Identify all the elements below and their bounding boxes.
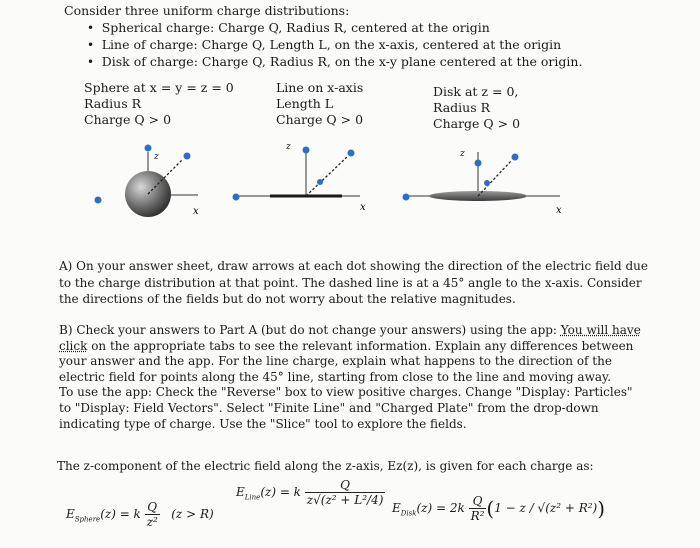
disk-radius: Radius R <box>433 100 491 115</box>
formula-num: Q <box>305 478 386 493</box>
sphere-formula <box>66 500 214 529</box>
formula-fraction <box>469 494 487 523</box>
formula-condition: (z > R) <box>171 507 214 521</box>
part-a-line: A) On your answer sheet, draw arrows at each dot showing the direction of the electric field due <box>59 259 648 273</box>
part-b-line-rest: on the appropriate tabs to see the relevant information. Explain any differences between <box>87 338 634 353</box>
disk-dot-z <box>475 160 482 167</box>
part-b-line: to "Display: Field Vectors". Select "Finite Line" and "Charged Plate" from the drop-down <box>59 400 599 415</box>
line-dot-diagonal <box>348 150 355 157</box>
formula-sub: Disk <box>400 509 417 518</box>
line-x-label: x <box>360 202 366 213</box>
part-b-line <box>59 339 641 355</box>
sphere-dot-z <box>145 145 152 152</box>
disk-dot-x <box>403 194 410 201</box>
disk-x-label: x <box>556 205 562 216</box>
part-b-intro: B) Check your answers to Part A (but do not change your answers) using the app: <box>59 323 561 337</box>
formula-e: E <box>66 507 75 521</box>
sphere-x-label: x <box>193 206 199 217</box>
bullet-text: Disk of charge: Charge Q, Radius R, on the x-y plane centered at the origin. <box>101 54 583 69</box>
disk-dot-diagonal <box>512 154 519 161</box>
disk-dot-near <box>484 180 490 186</box>
formula-sub: Sphere <box>74 515 101 524</box>
sphere-position: Sphere at x = y = z = 0 <box>84 80 234 95</box>
formula-e: E <box>236 485 245 499</box>
sphere-dot-diagonal <box>184 153 191 160</box>
formula-den-radicand: z² + L²/4 <box>325 493 379 507</box>
sphere-radius: Radius R <box>84 96 142 111</box>
disk-formula: $E_{Disk}(z) = 2k$ $\frac{Q}{\text{R²}}$ (1 − z / √(z² + R²)) <box>392 494 606 523</box>
z-component-text <box>57 459 594 473</box>
part-b-line: indicating type of charge. Use the "Slice" tool to explore the fields. <box>59 416 467 431</box>
sphere-z-label: z <box>154 152 159 162</box>
line-dot-near <box>317 179 323 185</box>
part-a-line: to the charge distribution at that point. The dashed line is at a 45° angle to the x-axis. Consider <box>59 275 642 290</box>
formula-arg: (z) = k <box>100 507 141 521</box>
line-figure <box>233 142 367 213</box>
disk-position: Disk at z = 0, <box>433 84 519 99</box>
formula-num: Q <box>145 500 160 515</box>
formula-den-pre: z <box>306 493 314 507</box>
line-dot-z <box>303 147 310 154</box>
part-b-text <box>59 323 641 432</box>
formula-paren: 1 − z / √(z² + R²) <box>494 501 598 515</box>
formula-arg: (z) = 2k <box>416 501 465 515</box>
bullet-text: Spherical charge: Charge Q, Radius R, centered at the origin <box>101 20 490 35</box>
line-position: Line on x-axis <box>276 80 364 95</box>
formula-den: z² <box>146 515 158 529</box>
formula-arg: (z) = k <box>260 485 301 499</box>
bullet-icon: • <box>87 21 102 35</box>
formula-sub: Line <box>244 493 261 502</box>
bullet-text: Line of charge: Charge Q, Length L, on the x-axis, centered at the origin <box>101 37 562 52</box>
formula-fraction <box>145 500 160 529</box>
part-b-line: electric field for points along the 45° line, starting from close to the line and moving away. <box>59 369 612 384</box>
bullet-icon: • <box>87 55 102 69</box>
part-b-line: your answer and the app. For the line charge, explain what happens to the direction of the <box>59 354 612 369</box>
part-b-line: To use the app: Check the "Reverse" box to view positive charges. Change "Display: Particles" <box>59 385 633 400</box>
app-link-click[interactable]: click <box>59 338 88 353</box>
sphere-figure <box>95 145 200 218</box>
line-z-label: z <box>286 142 291 152</box>
formula-den: z√(z² + L²/4) <box>306 493 384 507</box>
intro-value: Consider three uniform charge distributions: <box>64 3 350 18</box>
disk-45-line <box>478 160 512 196</box>
disk-z-label: z <box>460 149 465 159</box>
disk-figure <box>403 149 563 216</box>
formula-den: R² <box>470 509 485 523</box>
formula-num: Q <box>469 494 487 509</box>
line-charge: Charge Q > 0 <box>276 112 364 127</box>
formula-fraction <box>305 478 386 507</box>
app-link[interactable]: You will have <box>560 323 641 337</box>
part-a-text <box>59 258 648 308</box>
sphere-dot-x <box>95 197 102 204</box>
line-length: Length L <box>276 96 334 111</box>
line-dot-x <box>233 194 240 201</box>
formula-e: E <box>392 501 401 515</box>
line-formula <box>236 478 385 507</box>
bullet-icon: • <box>87 38 102 52</box>
part-a-line: the directions of the fields but do not worry about the relative magnitudes. <box>59 292 516 306</box>
sphere-charge: Charge Q > 0 <box>84 112 172 127</box>
z-component-value: The z-component of the electric field along the z-axis, Ez(z), is given for each charge as: <box>57 459 594 473</box>
disk-charge: Charge Q > 0 <box>433 116 521 131</box>
line-45-line <box>306 156 348 196</box>
part-b-line <box>59 323 641 339</box>
